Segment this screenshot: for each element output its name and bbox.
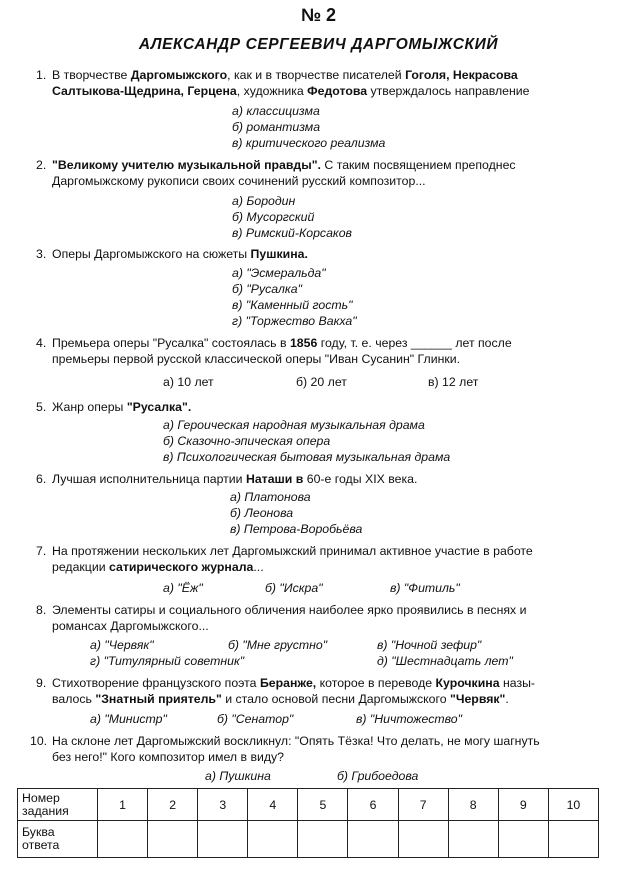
question-5: 5. Жанр оперы "Русалка". <box>36 400 192 414</box>
question-4: 4. Премьера оперы "Русалка" состоялась в 1856 году, т. е. через ______ лет после <box>36 336 512 350</box>
answer-cell-9[interactable] <box>498 821 548 858</box>
question-8-line-2: романсах Даргомыжского... <box>52 619 209 633</box>
q5-option-a[interactable]: а) Героическая народная музыкальная драма <box>163 418 425 432</box>
page-title: АЛЕКСАНДР СЕРГЕЕВИЧ ДАРГОМЫЖСКИЙ <box>138 36 499 53</box>
q10-option-a[interactable]: а) Пушкина <box>205 769 271 783</box>
q8-option-c[interactable]: в) "Ночной зефир" <box>377 638 482 652</box>
q8-option-b[interactable]: б) "Мне грустно" <box>228 638 328 652</box>
q1-option-a[interactable]: а) классицизма <box>232 104 320 118</box>
table-row-answers <box>18 821 599 858</box>
q3-option-b[interactable]: б) "Русалка" <box>232 282 302 296</box>
question-7-line-2: редакции сатирического журнала... <box>52 560 264 574</box>
question-2: 2. "Великому учителю музыкальной правды". С таким посвящением преподнес <box>36 158 516 172</box>
q8-option-d[interactable]: г) "Титулярный советник" <box>90 654 245 668</box>
question-number: 3. <box>36 247 47 261</box>
q1-option-c[interactable]: в) критического реализма <box>232 136 386 150</box>
answer-cell-5[interactable] <box>298 821 348 858</box>
q7-option-c[interactable]: в) "Фитиль" <box>390 581 460 595</box>
q10-option-b[interactable]: б) Грибоедова <box>337 769 419 783</box>
answer-cell-10[interactable] <box>548 821 598 858</box>
table-header-cell: Буква ответа <box>18 821 98 858</box>
question-2-line-2: Даргомыжскому рукописи своих сочинений русский композитор... <box>52 174 426 188</box>
task-number-cell: 7 <box>398 789 448 821</box>
q7-option-a[interactable]: а) "Ёж" <box>163 581 203 595</box>
question-9-line-2: валось "Знатный приятель" и стало основой песни Даргомыжского "Червяк". <box>52 692 509 706</box>
answer-cell-8[interactable] <box>448 821 498 858</box>
worksheet-number: № 2 <box>300 5 337 25</box>
question-10-line-2: без него!" Кого композитор имел в виду? <box>52 750 285 764</box>
table-row-numbers <box>18 789 599 821</box>
question-4-line-2: премьеры первой русской классической оперы "Иван Сусанин" Глинки. <box>52 352 461 366</box>
question-7: 7. На протяжении нескольких лет Даргомыжский принимал активное участие в работе <box>36 544 533 558</box>
answer-cell-7[interactable] <box>398 821 448 858</box>
task-number-cell: 5 <box>298 789 348 821</box>
q3-option-a[interactable]: а) "Эсмеральда" <box>232 266 326 280</box>
task-number-cell: 2 <box>148 789 198 821</box>
q4-option-a[interactable]: а) 10 лет <box>163 375 214 389</box>
q8-option-e[interactable]: д) "Шестнадцать лет" <box>377 654 513 668</box>
question-6: 6. Лучшая исполнительница партии Наташи в 60-е годы XIX века. <box>36 472 418 486</box>
question-number: 1. <box>36 68 47 82</box>
q3-option-c[interactable]: в) "Каменный гость" <box>232 298 353 312</box>
question-number: 9. <box>36 676 47 690</box>
q9-option-a[interactable]: а) "Министр" <box>90 712 167 726</box>
q7-option-b[interactable]: б) "Искра" <box>265 581 323 595</box>
q4-option-c[interactable]: в) 12 лет <box>428 375 479 389</box>
task-number-cell: 8 <box>448 789 498 821</box>
answer-table <box>17 788 599 858</box>
q8-option-a[interactable]: а) "Червяк" <box>90 638 154 652</box>
question-number: 10. <box>30 734 48 748</box>
question-1: 1. В творчестве Даргомыжского, как и в творчестве писателей Гоголя, Некрасова <box>36 68 518 82</box>
question-number: 6. <box>36 472 47 486</box>
q2-option-c[interactable]: в) Римский-Корсаков <box>232 226 352 240</box>
q9-option-b[interactable]: б) "Сенатор" <box>217 712 294 726</box>
q5-option-b[interactable]: б) Сказочно-эпическая опера <box>163 434 331 448</box>
question-number: 5. <box>36 400 47 414</box>
question-number: 2. <box>36 158 47 172</box>
q5-option-c[interactable]: в) Психологическая бытовая музыкальная драма <box>163 450 451 464</box>
question-1-line-2: Салтыкова-Щедрина, Герцена, художника Федотова утверждалось направление <box>52 84 530 98</box>
task-number-cell: 10 <box>548 789 598 821</box>
answer-cell-3[interactable] <box>198 821 248 858</box>
q6-option-a[interactable]: а) Платонова <box>230 490 311 504</box>
question-8: 8. Элементы сатиры и социального обличения наиболее ярко проявились в песнях и <box>36 603 527 617</box>
answer-cell-6[interactable] <box>348 821 398 858</box>
task-number-cell: 1 <box>98 789 148 821</box>
table-header-cell: Номер задания <box>18 789 98 821</box>
q6-option-b[interactable]: б) Леонова <box>230 506 294 520</box>
task-number-cell: 4 <box>248 789 298 821</box>
task-number-cell: 3 <box>198 789 248 821</box>
question-9: 9. Стихотворение французского поэта Беранже, которое в переводе Курочкина назы- <box>36 676 536 690</box>
q3-option-d[interactable]: г) "Торжество Вакха" <box>232 314 357 328</box>
answer-cell-2[interactable] <box>148 821 198 858</box>
answer-cell-4[interactable] <box>248 821 298 858</box>
q6-option-c[interactable]: в) Петрова-Воробьёва <box>230 522 363 536</box>
question-10: 10. На склоне лет Даргомыжский воскликнул: "Опять Тёзка! Что делать, не могу шагнуть <box>30 734 540 748</box>
q9-option-c[interactable]: в) "Ничтожество" <box>356 712 462 726</box>
task-number-cell: 9 <box>498 789 548 821</box>
question-number: 4. <box>36 336 47 350</box>
question-3: 3. Оперы Даргомыжского на сюжеты Пушкина. <box>36 247 308 261</box>
q4-option-b[interactable]: б) 20 лет <box>296 375 347 389</box>
q2-option-a[interactable]: а) Бородин <box>232 194 296 208</box>
answer-cell-1[interactable] <box>98 821 148 858</box>
task-number-cell: 6 <box>348 789 398 821</box>
question-number: 7. <box>36 544 47 558</box>
q2-option-b[interactable]: б) Мусоргский <box>232 210 315 224</box>
question-number: 8. <box>36 603 47 617</box>
q1-option-b[interactable]: б) романтизма <box>232 120 321 134</box>
